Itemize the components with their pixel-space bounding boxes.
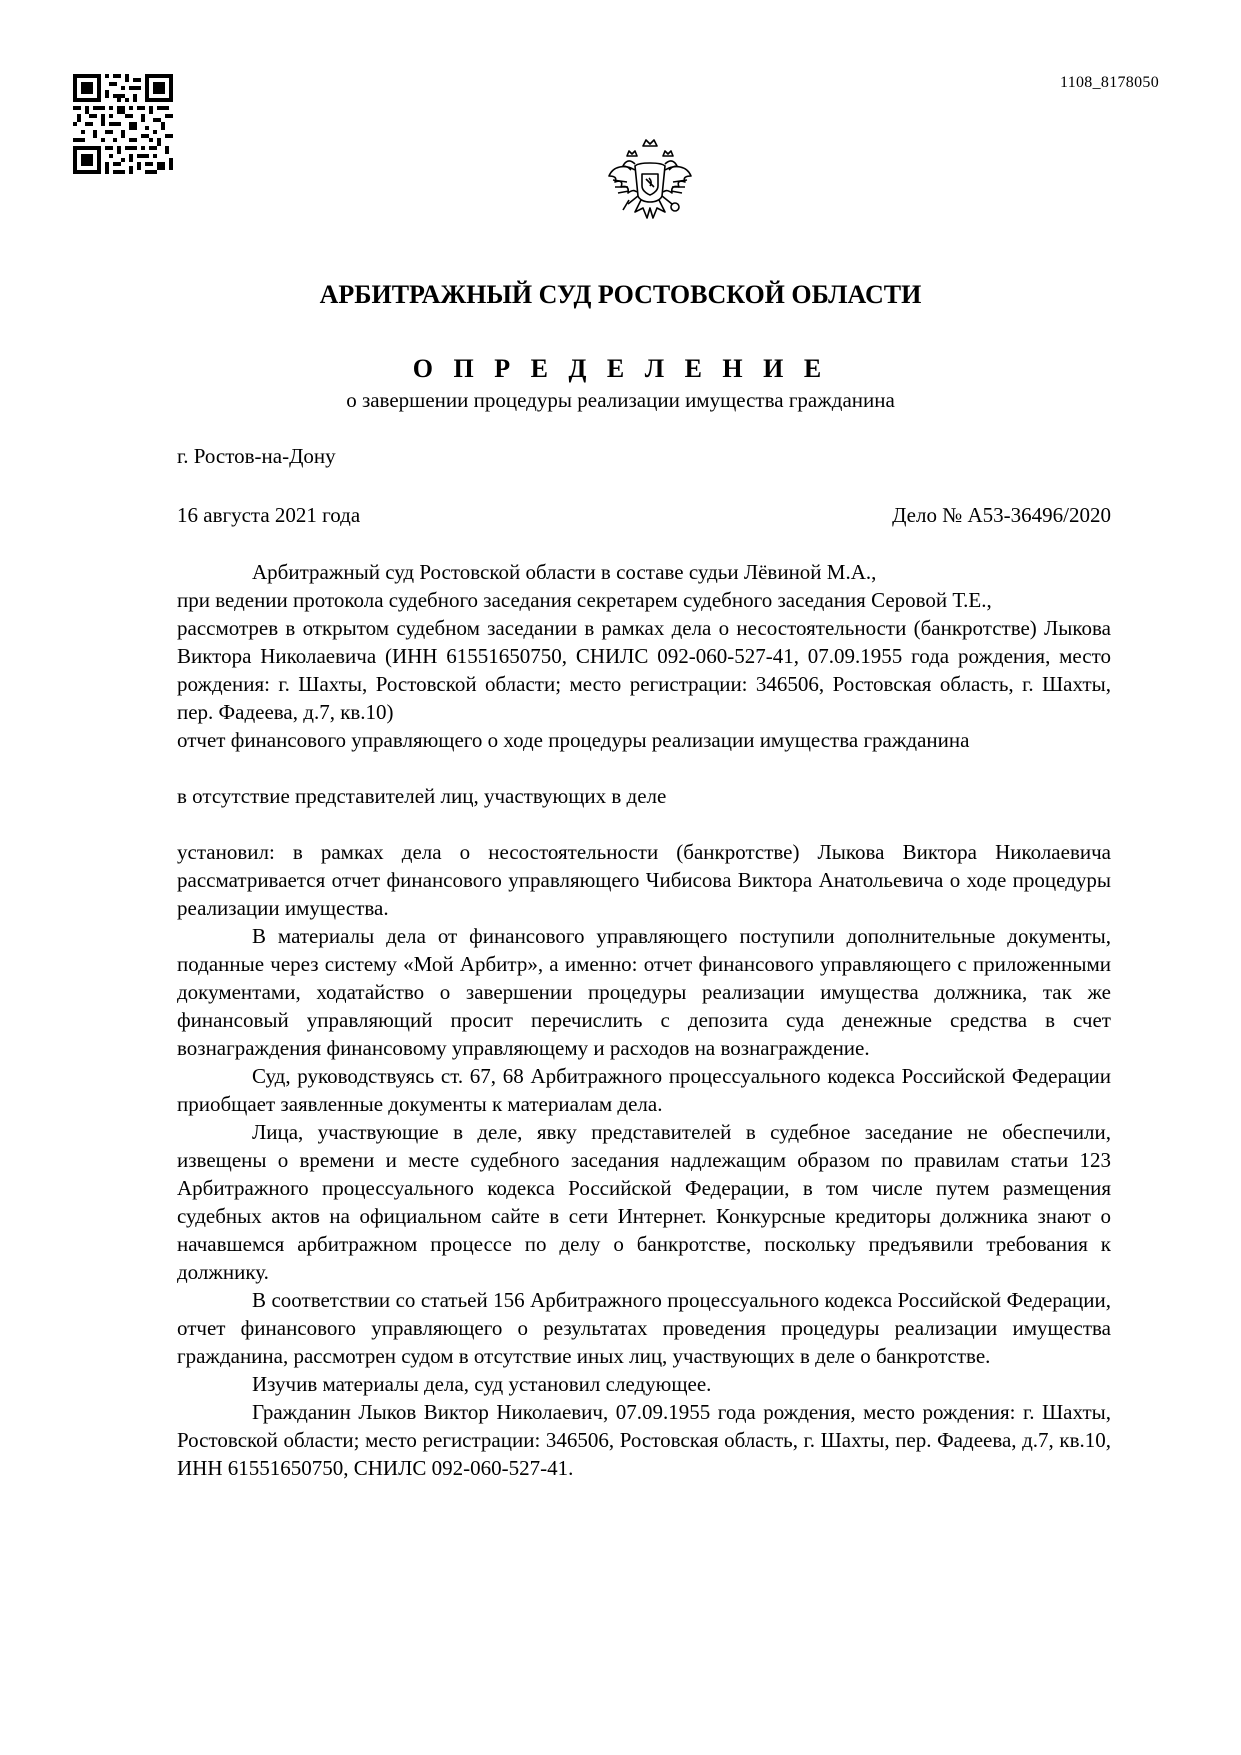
paragraph: Лица, участвующие в деле, явку представителей в судебное заседание не обеспечили, извещены о времени и месте судебного заседания надлежащим образом по правилам статьи 123 Арбитражного процессуального кодекса Российской Федерации, в том числе путем размещения судебных актов на официальном сайте в сети Интернет. Конкурсные кредиторы должника знают о начавшемся арбитражном процессе по делу о банкротстве, поскольку предъявили требования к должнику. <box>177 1120 1111 1284</box>
paragraph: Суд, руководствуясь ст. 67, 68 Арбитражного процессуального кодекса Российской Федерации приобщает заявленные документы к материалам дела. <box>177 1064 1111 1116</box>
spacer <box>177 754 1111 782</box>
intro-report: отчет финансового управляющего о ходе процедуры реализации имущества гражданина <box>177 728 970 752</box>
paragraph: Гражданин Лыков Виктор Николаевич, 07.09.1955 года рождения, место рождения: г. Шахты, Ростовской области; место регистрации: 346506, Ростовская область, г. Шахты, пер. Фадеева, д.7, кв.10, ИНН 61551650750, СНИЛС 092-060-527-41. <box>177 1400 1111 1480</box>
qr-code-icon <box>73 74 173 174</box>
intro-secretary: при ведении протокола судебного заседания секретарем судебного заседания Серовой Т.Е., <box>177 588 992 612</box>
paragraph: Изучив материалы дела, суд установил следующее. <box>252 1372 712 1396</box>
russian-coat-of-arms-icon <box>605 134 695 232</box>
established: установил: в рамках дела о несостоятельности (банкротстве) Лыкова Виктора Николаевича рассматривается отчет финансового управляющего Чибисова Виктора Анатольевича о ходе процедуры реализации имущества. <box>177 840 1111 920</box>
attendance: в отсутствие представителей лиц, участвующих в деле <box>177 784 667 808</box>
intro-judge: Арбитражный суд Ростовской области в составе судьи Лёвиной М.А., <box>252 560 877 584</box>
case-number: Дело № А53-36496/2020 <box>892 503 1111 527</box>
court-title: АРБИТРАЖНЫЙ СУД РОСТОВСКОЙ ОБЛАСТИ <box>319 280 922 309</box>
document-type: О П Р Е Д Е Л Е Н И Е <box>412 354 829 383</box>
spacer <box>177 810 1111 838</box>
decision-date: 16 августа 2021 года <box>177 503 361 527</box>
document-id: 1108_8178050 <box>1059 74 1159 91</box>
intro-case: рассмотрев в открытом судебном заседании в рамках дела о несостоятельности (банкротстве) Лыкова Виктора Николаевича (ИНН 61551650750, СНИЛС 092-060-527-41, 07.09.1955 года рождения, место рождения: г. Шахты, Ростовской области; место регистрации: 346506, Ростовская область, г. Шахты, пер. Фадеева, д.7, кв.10) <box>177 616 1111 724</box>
paragraph: В соответствии со статьей 156 Арбитражного процессуального кодекса Российской Федерации, отчет финансового управляющего о результатах проведения процедуры реализации имущества гражданина, рассмотрен судом в отсутствие иных лиц, участвующих в деле о банкротстве. <box>177 1288 1111 1368</box>
city: г. Ростов-на-Дону <box>177 444 336 468</box>
document-body <box>177 558 1111 1482</box>
document-subtitle: о завершении процедуры реализации имущества гражданина <box>346 388 895 412</box>
paragraph: В материалы дела от финансового управляющего поступили дополнительные документы, поданные через систему «Мой Арбитр», а именно: отчет финансового управляющего с приложенными документами, ходатайство о завершении процедуры реализации имущества должника, так же финансовый управляющий просит перечислить с депозита суда денежные средства в счет вознаграждения финансовому управляющему и расходов на вознаграждение. <box>177 924 1111 1060</box>
